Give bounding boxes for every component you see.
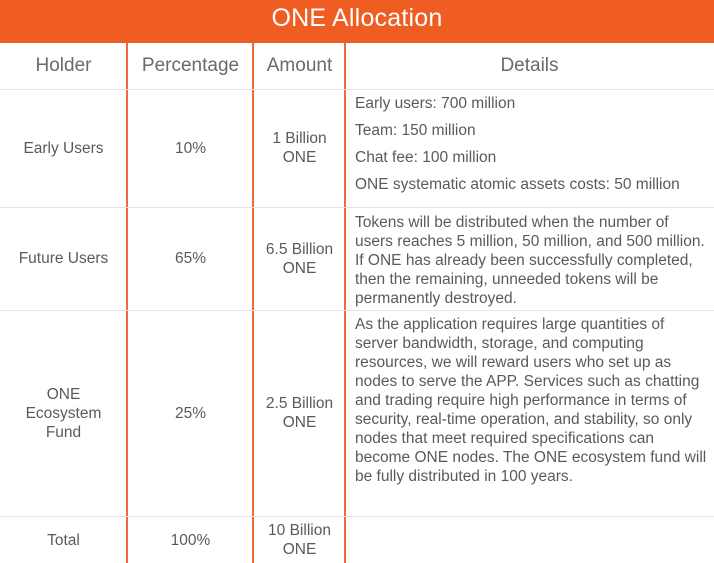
holder-cell: Total	[47, 531, 80, 549]
percentage-cell: 10%	[174, 139, 207, 157]
table-title: ONE Allocation	[271, 4, 443, 32]
holder-cell: Future Users	[18, 250, 109, 267]
percentage-cell: 25%	[174, 404, 207, 422]
amount-cell: 2.5 Billion ONE	[265, 395, 334, 431]
holder-cell: ONE Ecosystem Fund	[25, 385, 102, 441]
amount-cell: 10 Billion ONE	[268, 522, 331, 558]
details-cell	[345, 517, 714, 563]
header-details: Details	[500, 55, 559, 76]
header-percentage: Percentage	[141, 55, 240, 76]
detail-line: Early users: 700 million	[355, 95, 516, 112]
details-cell: As the application requires large quantities of server bandwidth, storage, and computing resources, we will reward users who set up as nodes to serve the APP. Services such as chatting and trading require high performance in terms of security, real-time operation, and stability, so only nodes that meet required specifications can become ONE nodes. The ONE ecosystem fund will be fully distributed in 100 years.	[355, 316, 707, 485]
details-cell: Tokens will be distributed when the number of users reaches 5 million, 50 million, and 500 million. If ONE has already been successfully completed, then the remaining, unneeded tokens will be permanently destroyed.	[355, 214, 705, 307]
percentage-cell: 65%	[174, 250, 207, 267]
amount-cell: 1 Billion ONE	[272, 130, 327, 166]
detail-line: ONE systematic atomic assets costs: 50 million	[355, 176, 680, 193]
detail-line: Chat fee: 100 million	[355, 149, 497, 166]
details-cell	[345, 90, 714, 207]
table-title-banner	[0, 0, 714, 43]
holder-cell: Early Users	[23, 139, 104, 157]
detail-line: Team: 150 million	[355, 122, 476, 139]
header-holder: Holder	[35, 55, 92, 76]
header-amount: Amount	[266, 55, 333, 76]
amount-cell: 6.5 Billion ONE	[265, 240, 334, 277]
percentage-cell: 100%	[170, 531, 211, 549]
